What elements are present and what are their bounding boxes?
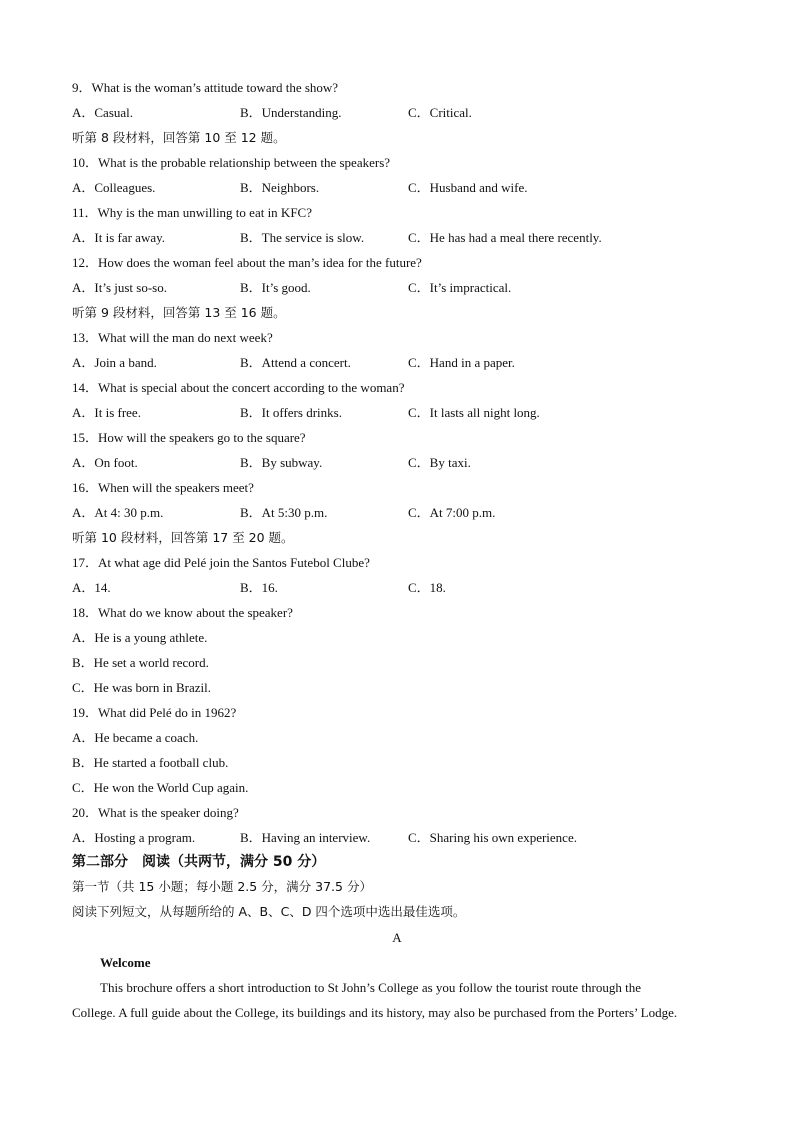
question-18-option-a: A．He is a young athlete. xyxy=(72,630,208,645)
question-20-options xyxy=(72,829,752,847)
section-8-instruction: 听第 8 段材料，回答第 10 至 12 题。 xyxy=(72,130,286,145)
option-b: B．16. xyxy=(240,580,278,595)
question-17-stem: 17．At what age did Pelé join the Santos Futebol Clube? xyxy=(72,555,370,570)
option-c: C．Hand in a paper. xyxy=(408,355,515,370)
question-15-stem: 15．How will the speakers go to the square? xyxy=(72,430,306,445)
question-16-options xyxy=(72,504,752,522)
option-a: A．14. xyxy=(72,580,111,595)
option-a: A．It is free. xyxy=(72,405,141,420)
part-2-subtitle: 第一节（共 15 小题；每小题 2.5 分，满分 37.5 分） xyxy=(72,879,372,894)
option-a: A．At 4: 30 p.m. xyxy=(72,505,164,520)
option-c: C．18. xyxy=(408,580,446,595)
option-b: B．Neighbors. xyxy=(240,180,320,195)
option-a: A．Hosting a program. xyxy=(72,830,196,845)
question-16-stem: 16．When will the speakers meet? xyxy=(72,480,254,495)
question-10-options xyxy=(72,179,752,197)
passage-line-2: College. A full guide about the College, its buildings and its history, may also be purchased from the Porters’ Lodge. xyxy=(72,1005,678,1020)
question-10-stem: 10．What is the probable relationship between the speakers? xyxy=(72,155,391,170)
option-c: C．By taxi. xyxy=(408,455,471,470)
question-15-options xyxy=(72,454,752,472)
question-20-stem: 20．What is the speaker doing? xyxy=(72,805,239,820)
question-14-options xyxy=(72,404,752,422)
option-c: C．Critical. xyxy=(408,105,472,120)
passage-label: A xyxy=(392,930,402,945)
section-9-instruction: 听第 9 段材料，回答第 13 至 16 题。 xyxy=(72,305,286,320)
option-a: A．Join a band. xyxy=(72,355,157,370)
option-c: C．He has had a meal there recently. xyxy=(408,230,602,245)
passage-title: Welcome xyxy=(100,955,151,970)
question-11-options xyxy=(72,229,752,247)
question-13-stem: 13．What will the man do next week? xyxy=(72,330,273,345)
question-19-stem: 19．What did Pelé do in 1962? xyxy=(72,705,237,720)
option-b: B．The service is slow. xyxy=(240,230,365,245)
question-11-stem: 11．Why is the man unwilling to eat in KFC? xyxy=(72,205,312,220)
question-18-option-c: C．He was born in Brazil. xyxy=(72,680,212,695)
question-9-options xyxy=(72,104,752,122)
option-a: A．On foot. xyxy=(72,455,138,470)
part-2-title: 第二部分 阅读（共两节，满分 50 分） xyxy=(72,854,326,870)
question-17-options xyxy=(72,579,752,597)
question-12-options xyxy=(72,279,752,297)
option-b: B．Attend a concert. xyxy=(240,355,351,370)
question-9-stem: 9．What is the woman’s attitude toward the show? xyxy=(72,80,339,95)
question-14-stem: 14．What is special about the concert according to the woman? xyxy=(72,380,405,395)
section-10-instruction: 听第 10 段材料，回答第 17 至 20 题。 xyxy=(72,530,294,545)
question-19-option-b: B．He started a football club. xyxy=(72,755,229,770)
option-b: B．It’s good. xyxy=(240,280,311,295)
option-b: B．By subway. xyxy=(240,455,323,470)
option-b: B．It offers drinks. xyxy=(240,405,342,420)
option-b: B．Having an interview. xyxy=(240,830,371,845)
option-c: C．Husband and wife. xyxy=(408,180,528,195)
option-c: C．Sharing his own experience. xyxy=(408,830,577,845)
option-a: A．It is far away. xyxy=(72,230,166,245)
option-a: A．It’s just so-so. xyxy=(72,280,167,295)
option-c: C．At 7:00 p.m. xyxy=(408,505,496,520)
passage-line-1: This brochure offers a short introduction to St John’s College as you follow the tourist route through the xyxy=(100,980,641,995)
option-a: A．Colleagues. xyxy=(72,180,156,195)
question-13-options xyxy=(72,354,752,372)
option-c: C．It’s impractical. xyxy=(408,280,512,295)
option-a: A．Casual. xyxy=(72,105,134,120)
question-18-option-b: B．He set a world record. xyxy=(72,655,209,670)
question-12-stem: 12．How does the woman feel about the man’s idea for the future? xyxy=(72,255,422,270)
question-18-stem: 18．What do we know about the speaker? xyxy=(72,605,293,620)
option-b: B．Understanding. xyxy=(240,105,342,120)
reading-instruction: 阅读下列短文，从每题所给的 A、B、C、D 四个选项中选出最佳选项。 xyxy=(72,904,466,919)
option-c: C．It lasts all night long. xyxy=(408,405,540,420)
option-b: B．At 5:30 p.m. xyxy=(240,505,328,520)
question-19-option-c: C．He won the World Cup again. xyxy=(72,780,249,795)
question-19-option-a: A．He became a coach. xyxy=(72,730,199,745)
